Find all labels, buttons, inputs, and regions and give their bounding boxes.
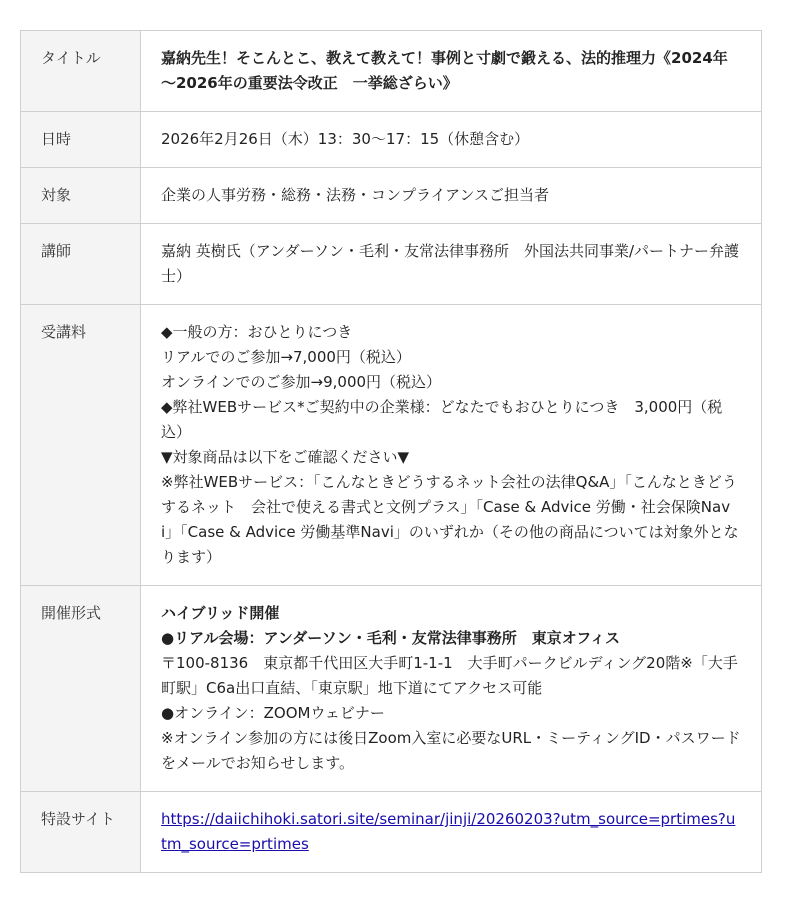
fee-subscriber: ◆弊社WEBサービス*ご契約中の企業様：どなたでもおひとりにつき 3,000円（税込） [161, 398, 723, 441]
seminar-info-table [20, 30, 762, 873]
seminar-lecturer: 嘉納 英樹氏（アンダーソン・毛利・友常法律事務所 外国法共同事業/パートナー弁護士） [141, 224, 762, 305]
special-site-link[interactable]: https://daiichihoki.satori.site/seminar/jinji/20260203?utm_source=prtimes?utm_source=prtimes [161, 810, 736, 853]
site-cell [141, 792, 762, 873]
format-online: ●オンライン：ZOOMウェビナー [161, 704, 385, 722]
label-target: 対象 [21, 168, 141, 224]
fee-general-heading: ◆一般の方：おひとりにつき [161, 323, 353, 341]
label-format: 開催形式 [21, 586, 141, 792]
label-datetime: 日時 [21, 112, 141, 168]
fee-products-note: ※弊社WEBサービス：「こんなときどうするネット会社の法律Q&A」「こんなときどうするネット 会社で使える書式と文例プラス」「Case & Advice 労働・社会保険Navi」「Case & Advice 労働基準Navi」のいずれか（その他の商品については対象外となります） [161, 473, 739, 566]
format-note: ※オンライン参加の方には後日Zoom入室に必要なURL・ミーティングID・パスワードをメールでお知らせします。 [161, 729, 741, 772]
fee-products-heading: ▼対象商品は以下をご確認ください▼ [161, 448, 410, 466]
row-datetime [21, 112, 762, 168]
fee-online: オンラインでのご参加→9,000円（税込） [161, 373, 442, 391]
format-address: 〒100-8136 東京都千代田区大手町1-1-1 大手町パークビルディング20階※「大手町駅」C6a出口直結、「東京駅」地下道にてアクセス可能 [161, 654, 738, 697]
label-site: 特設サイト [21, 792, 141, 873]
format-venue: ●リアル会場：アンダーソン・毛利・友常法律事務所 東京オフィス [161, 629, 621, 647]
seminar-fee [141, 305, 762, 586]
row-fee [21, 305, 762, 586]
seminar-format [141, 586, 762, 792]
row-title [21, 31, 762, 112]
row-target [21, 168, 762, 224]
seminar-target: 企業の人事労務・総務・法務・コンプライアンスご担当者 [141, 168, 762, 224]
row-site [21, 792, 762, 873]
seminar-title: 嘉納先生！そこんとこ、教えて教えて！事例と寸劇で鍛える、法的推理力《2024年～2026年の重要法令改正 一挙総ざらい》 [141, 31, 762, 112]
label-lecturer: 講師 [21, 224, 141, 305]
label-title: タイトル [21, 31, 141, 112]
row-format [21, 586, 762, 792]
row-lecturer [21, 224, 762, 305]
format-heading: ハイブリッド開催 [161, 604, 280, 622]
label-fee: 受講料 [21, 305, 141, 586]
fee-real: リアルでのご参加→7,000円（税込） [161, 348, 411, 366]
seminar-datetime: 2026年2月26日（木）13：30～17：15（休憩含む） [141, 112, 762, 168]
